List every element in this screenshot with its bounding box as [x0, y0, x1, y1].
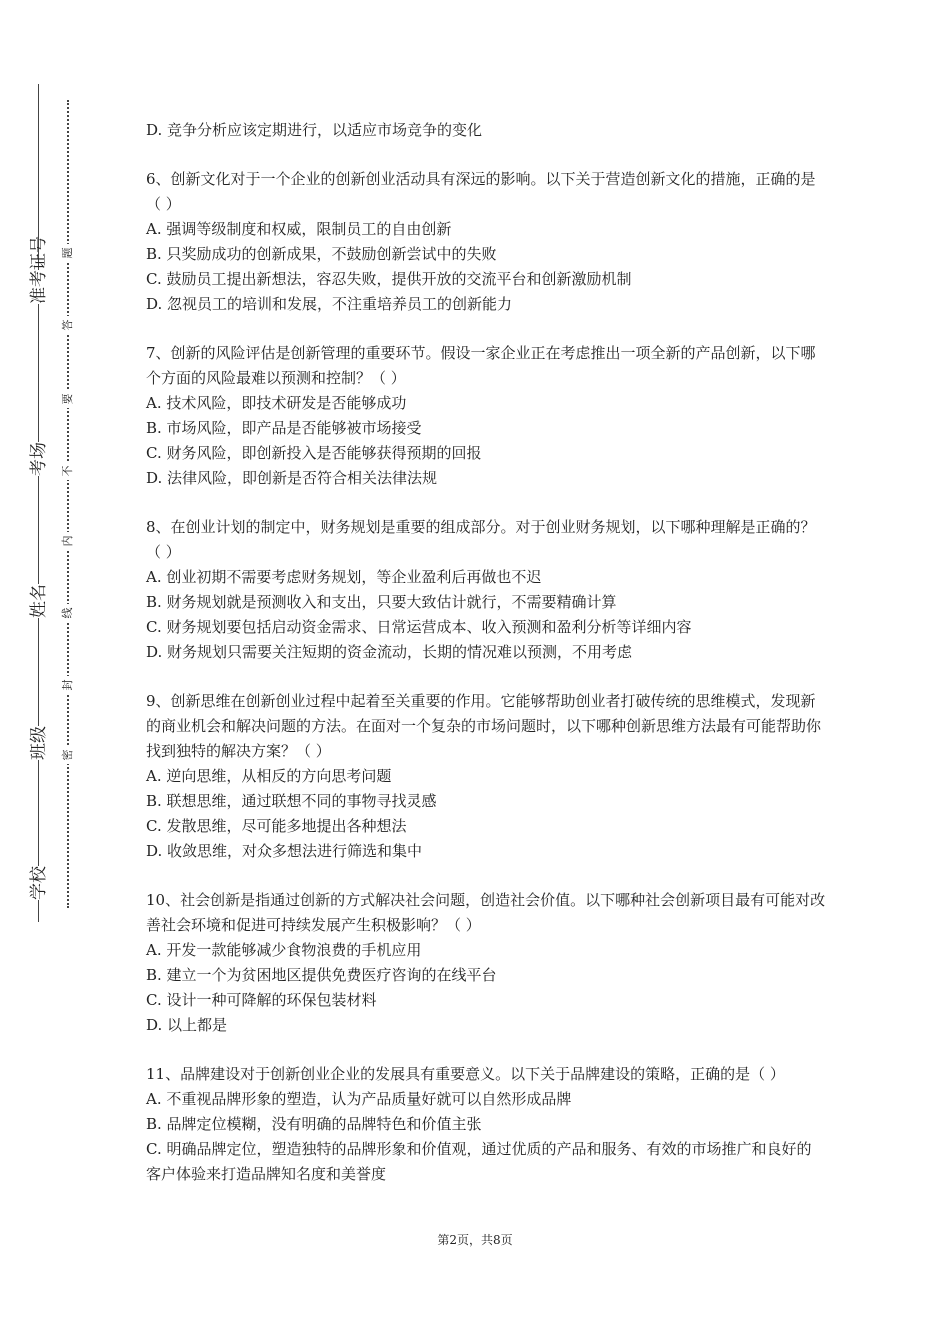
- question-stem: 11、品牌建设对于创新创业企业的发展具有重要意义。以下关于品牌建设的策略，正确的是（ ）: [146, 1065, 785, 1083]
- option-d: D. 竞争分析应该定期进行，以适应市场竞争的变化: [146, 121, 483, 139]
- option-d: D. 财务规划只需要关注短期的资金流动，长期的情况难以预测，不用考虑: [146, 643, 633, 661]
- question-stem: 8、在创业计划的制定中，财务规划是重要的组成部分。对于创业财务规划，以下哪种理解是正确的？（ ）: [146, 518, 816, 561]
- seal-char: 不: [61, 462, 75, 480]
- option-a: A. 不重视品牌形象的塑造，认为产品质量好就可以自然形成品牌: [146, 1090, 572, 1108]
- option-b: B. 财务规划就是预测收入和支出，只要大致估计就行，不需要精确计算: [146, 593, 617, 611]
- question-stem: 7、创新的风险评估是创新管理的重要环节。假设一家企业正在考虑推出一项全新的产品创新，以下哪个方面的风险最难以预测和控制？（ ）: [146, 344, 816, 387]
- question-content: [146, 118, 826, 1187]
- question-8: [146, 515, 826, 665]
- option-b: B. 品牌定位模糊，没有明确的品牌特色和价值主张: [146, 1115, 482, 1133]
- option-c: C. 财务风险，即创新投入是否能够获得预期的回报: [146, 444, 482, 462]
- option-a: A. 强调等级制度和权威，限制员工的自由创新: [146, 220, 452, 238]
- option-d: D. 以上都是: [146, 1016, 228, 1034]
- seal-char: 要: [61, 390, 75, 408]
- option-d: D. 忽视员工的培训和发展，不注重培养员工的创新能力: [146, 295, 513, 313]
- option-a: A. 创业初期不需要考虑财务规划，等企业盈利后再做也不迟: [146, 568, 542, 586]
- seal-char: 封: [61, 676, 75, 694]
- page-number-footer: 第2页，共8页: [437, 1233, 513, 1247]
- binding-field-name: 姓名: [29, 584, 49, 618]
- option-b: B. 市场风险，即产品是否能够被市场接受: [146, 419, 422, 437]
- binding-field-class: 班级: [29, 726, 49, 760]
- seal-char: 线: [61, 604, 75, 622]
- question-fragment: [146, 118, 826, 143]
- option-a: A. 技术风险，即技术研发是否能够成功: [146, 394, 407, 412]
- question-7: [146, 341, 826, 491]
- option-d: D. 法律风险，即创新是否符合相关法律法规: [146, 469, 438, 487]
- option-c: C. 明确品牌定位，塑造独特的品牌形象和价值观，通过优质的产品和服务、有效的市场推广和良好的客户体验来打造品牌知名度和美誉度: [146, 1140, 812, 1183]
- seal-char: 题: [61, 244, 75, 262]
- binding-solid-line: [38, 84, 39, 922]
- binding-field-exam-room: 考场: [29, 442, 49, 476]
- option-b: B. 只奖励成功的创新成果，不鼓励创新尝试中的失败: [146, 245, 497, 263]
- question-9: [146, 689, 826, 864]
- question-10: [146, 888, 826, 1038]
- question-stem: 6、创新文化对于一个企业的创新创业活动具有深远的影响。以下关于营造创新文化的措施，正确的是（ ）: [146, 170, 816, 213]
- option-d: D. 收敛思维，对众多想法进行筛选和集中: [146, 842, 423, 860]
- option-b: B. 联想思维，通过联想不同的事物寻找灵感: [146, 792, 437, 810]
- binding-field-exam-id: 准考证号: [29, 236, 49, 304]
- option-a: A. 开发一款能够减少食物浪费的手机应用: [146, 941, 422, 959]
- seal-char: 密: [61, 746, 75, 764]
- option-c: C. 财务规划要包括启动资金需求、日常运营成本、收入预测和盈利分析等详细内容: [146, 618, 692, 636]
- question-6: [146, 167, 826, 317]
- seal-char: 答: [61, 316, 75, 334]
- binding-field-school: 学校: [29, 866, 49, 900]
- binding-dotted-line: [67, 100, 69, 908]
- option-c: C. 设计一种可降解的环保包装材料: [146, 991, 377, 1009]
- seal-char: 内: [61, 532, 75, 550]
- option-a: A. 逆向思维，从相反的方向思考问题: [146, 767, 392, 785]
- option-b: B. 建立一个为贫困地区提供免费医疗咨询的在线平台: [146, 966, 497, 984]
- question-stem: 10、社会创新是指通过创新的方式解决社会问题，创造社会价值。以下哪种社会创新项目最有可能对改善社会环境和促进可持续发展产生积极影响？（ ）: [146, 891, 826, 934]
- question-stem: 9、创新思维在创新创业过程中起着至关重要的作用。它能够帮助创业者打破传统的思维模式，发现新的商业机会和解决问题的方法。在面对一个复杂的市场问题时，以下哪种创新思维方法最有可能帮助你找到独特的解决方案？（ ）: [146, 692, 822, 760]
- question-11: [146, 1062, 826, 1187]
- option-c: C. 鼓励员工提出新想法，容忍失败，提供开放的交流平台和创新激励机制: [146, 270, 632, 288]
- option-c: C. 发散思维，尽可能多地提出各种想法: [146, 817, 407, 835]
